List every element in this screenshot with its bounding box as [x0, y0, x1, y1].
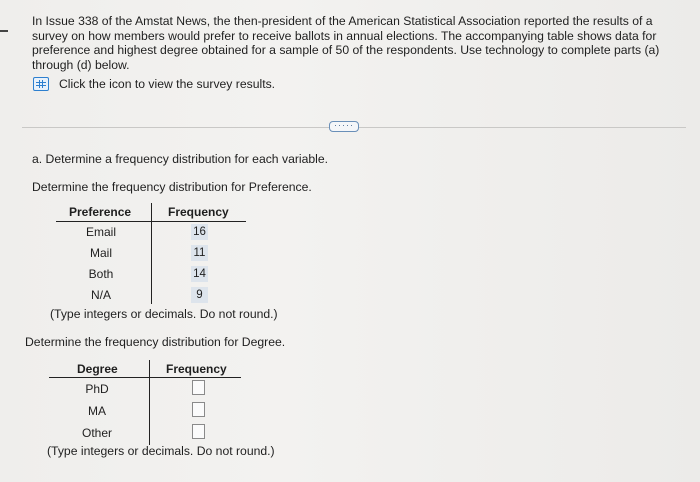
survey-link-text: Click the icon to view the survey results.: [59, 77, 276, 91]
degree-label-phd: PhD: [85, 382, 109, 396]
degree-column-header: Degree: [77, 362, 118, 376]
preference-input-note: (Type integers or decimals. Do not round.): [50, 307, 278, 321]
preference-label-email: Email: [85, 225, 116, 239]
preference-column-header: Preference: [69, 205, 132, 219]
degree-input-ma[interactable]: [192, 402, 205, 417]
preference-value-mail[interactable]: 11: [191, 245, 208, 261]
frequency-column-header: Frequency: [168, 205, 229, 219]
survey-results-link[interactable]: [33, 77, 275, 91]
degree-label-other: Other: [81, 426, 112, 440]
preference-column-rule: [151, 203, 152, 304]
degree-input-phd[interactable]: [192, 380, 205, 395]
table-grid-icon[interactable]: [33, 77, 49, 91]
degree-prompt: Determine the frequency distribution for Degree.: [25, 335, 286, 349]
left-edge-mark: [0, 30, 8, 32]
degree-label-ma: MA: [88, 404, 106, 418]
degree-column-rule: [149, 360, 150, 445]
preference-value-na[interactable]: 9: [191, 287, 208, 303]
more-options-button[interactable]: ·····: [329, 121, 359, 132]
degree-frequency-column-header: Frequency: [166, 362, 227, 376]
preference-label-both: Both: [88, 267, 114, 281]
degree-header-rule: [49, 377, 241, 378]
degree-input-other[interactable]: [192, 424, 205, 439]
preference-label-mail: Mail: [89, 246, 112, 260]
degree-input-note: (Type integers or decimals. Do not round.): [47, 444, 275, 458]
preference-prompt: Determine the frequency distribution for Preference.: [32, 180, 312, 194]
problem-intro: In Issue 338 of the Amstat News, the then-president of the American Statistical Association reported the results of a survey on how members would prefer to receive ballots in annual elections. The accompanying table shows data for preference and highest degree obtained for a sample of 50 of the respondents. Use technology to complete parts (a) through (d) below.: [32, 14, 660, 72]
preference-value-email[interactable]: 16: [191, 224, 208, 240]
preference-label-na: N/A: [90, 288, 111, 302]
preference-value-both[interactable]: 14: [191, 266, 208, 282]
part-a-heading: a. Determine a frequency distribution for each variable.: [32, 152, 329, 166]
